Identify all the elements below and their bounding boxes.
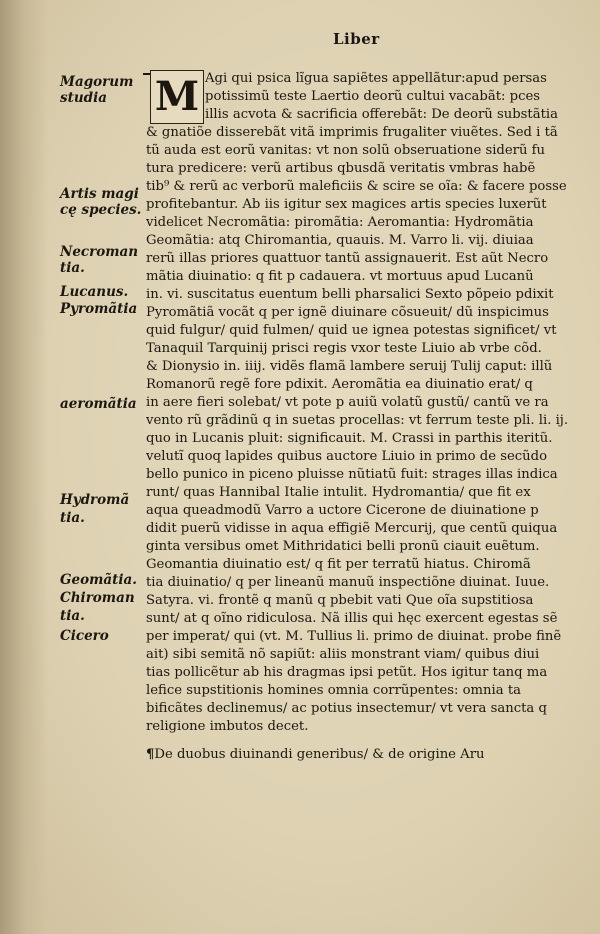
text-line: didit puerũ vidisse in aqua effigiẽ Mercurij, que centũ quiqua — [146, 521, 558, 536]
margin-note: Chiroman — [60, 590, 135, 606]
text-line: velutĩ quoq lapides quibus auctore Liuio in primo de secũdo — [146, 449, 548, 464]
chapter-heading-text: De duobus diuinandi generibus/ & de origine Aru — [154, 747, 485, 762]
text-line: Pyromãtiã vocãt q per ignẽ diuinare cõsueuit/ dũ inspicimus — [146, 305, 549, 320]
text-line: vento rũ grãdinũ q in suetas procellas: vt ferrum teste pli. li. ij. — [146, 413, 568, 428]
text-line: Geomãtia: atq Chiromantia, quauis. M. Varro li. vij. diuiaa — [146, 233, 534, 248]
text-line: Agi qui psica lĩgua sapiẽtes appellãtur:apud persas — [205, 71, 547, 86]
text-line: ait) sibi semitã nõ sapiũt: aliis monstrant viam/ quibus diui — [146, 647, 540, 662]
text-line: runt/ quas Hannibal Italie intulit. Hydromantia/ que fit ex — [146, 485, 531, 500]
text-line: sunt/ at q oĩno ridiculosa. Nã illis qui hęc exercent egestas sẽ — [146, 611, 558, 626]
text-line: potissimũ teste Laertio deorũ cultui vacabãt: pces — [205, 89, 541, 104]
text-line: & gnatiõe disserebãt vitã imprimis frugaliter viuẽtes. Sed i tã — [146, 125, 558, 140]
page-gutter-shadow — [0, 0, 48, 934]
margin-note: Pyromãtia — [60, 301, 138, 317]
text-line: in. vi. suscitatus euentum belli pharsalici Sexto põpeio pdixit — [146, 287, 554, 302]
text-line: profitebantur. Ab iis igitur sex magices artis species luxerũt — [146, 197, 547, 212]
text-line: illis acvota & sacrificia offerebãt: De deorũ substãtia — [205, 107, 558, 122]
text-line: aqua queadmodũ Varro a uctore Cicerone de diuinatione p — [146, 503, 539, 518]
text-line: lefice supstitionis homines omnia corrũpentes: omnia ta — [146, 683, 521, 698]
margin-note: tia. — [60, 608, 85, 624]
text-line: & Dionysio in. iiij. vidẽs flamã lambere seruij Tulij caput: illũ — [146, 359, 553, 374]
margin-note: tia. — [60, 510, 85, 526]
text-line: quo in Lucanis pluit: significauit. M. Crassi in parthis iteritũ. — [146, 431, 553, 446]
text-line: tia diuinatio/ q per lineanũ manuũ inspectiõne diuinat. Iuue. — [146, 575, 550, 590]
text-line: tura predicere: verũ artibus qbusdã veritatis vmbras habẽ — [146, 161, 536, 176]
margin-note: Magorum — [60, 74, 134, 90]
margin-note: Hydromã — [60, 492, 130, 508]
margin-note: Artis magi — [60, 186, 139, 202]
text-line: Geomantia diuinatio est/ q fit per terratũ hiatus. Chiromã — [146, 557, 531, 572]
text-line: quid fulgur/ quid fulmen/ quid ue ignea potestas significet/ vt — [146, 323, 557, 338]
margin-note: Lucanus. — [60, 284, 129, 300]
text-line: mãtia diuinatio: q fit p cadauera. vt mortuus apud Lucanũ — [146, 269, 534, 284]
text-line: per imperat/ qui (vt. M. Tullius li. primo de diuinat. probe finẽ — [146, 629, 562, 644]
text-line: rerũ illas priores quattuor tantũ assignauerit. Est aũt Necro — [146, 251, 549, 266]
decorated-initial: M — [150, 70, 204, 124]
text-line: videlicet Necromãtia: piromãtia: Aeromantia: Hydromãtia — [146, 215, 534, 230]
margin-note: Necroman — [60, 244, 139, 260]
text-line: tũ auda est eorũ vanitas: vt non solũ obseruatione siderũ fu — [146, 143, 546, 158]
margin-note: studia — [60, 90, 107, 106]
text-line: bificãtes declinemus/ ac potius insectemur/ vt vera sancta q — [146, 701, 547, 716]
text-line: tias pollicẽtur ab his dragmas ipsi petũt. Hos igitur tanq ma — [146, 665, 548, 680]
text-line: religione imbutos decet. — [146, 719, 309, 734]
text-line: tib⁹ & rerũ ac verborũ maleficiis & scire se oĩa: & facere posse — [146, 179, 567, 194]
margin-note: cę species. — [60, 202, 142, 218]
margin-note: Cicero — [60, 628, 109, 644]
text-line: in aere fieri solebat/ vt pote p auiũ volatũ gustũ/ cantũ ve ra — [146, 395, 549, 410]
text-line: ginta versibus omet Mithridatici belli pronũ ciauit euẽtum. — [146, 539, 540, 554]
text-line: Tanaquil Tarquinij prisci regis vxor teste Liuio ab vrbe cõd. — [146, 341, 542, 356]
pilcrow-icon: ¶ — [146, 747, 155, 762]
margin-note: tia. — [60, 260, 85, 276]
margin-note: aeromãtia — [60, 396, 137, 412]
margin-note: Geomãtia. — [60, 572, 137, 588]
text-line: bello punico in piceno pluisse nũtiatũ fuit: strages illas indica — [146, 467, 558, 482]
text-line: Satyra. vi. frontẽ q manũ q pbebit vati Que oĩa supstitiosa — [146, 593, 534, 608]
running-title: Liber — [333, 30, 380, 48]
chapter-heading — [146, 746, 568, 764]
text-line: Romanorũ regẽ fore pdixit. Aeromãtia ea diuinatio erat/ q — [146, 377, 533, 392]
